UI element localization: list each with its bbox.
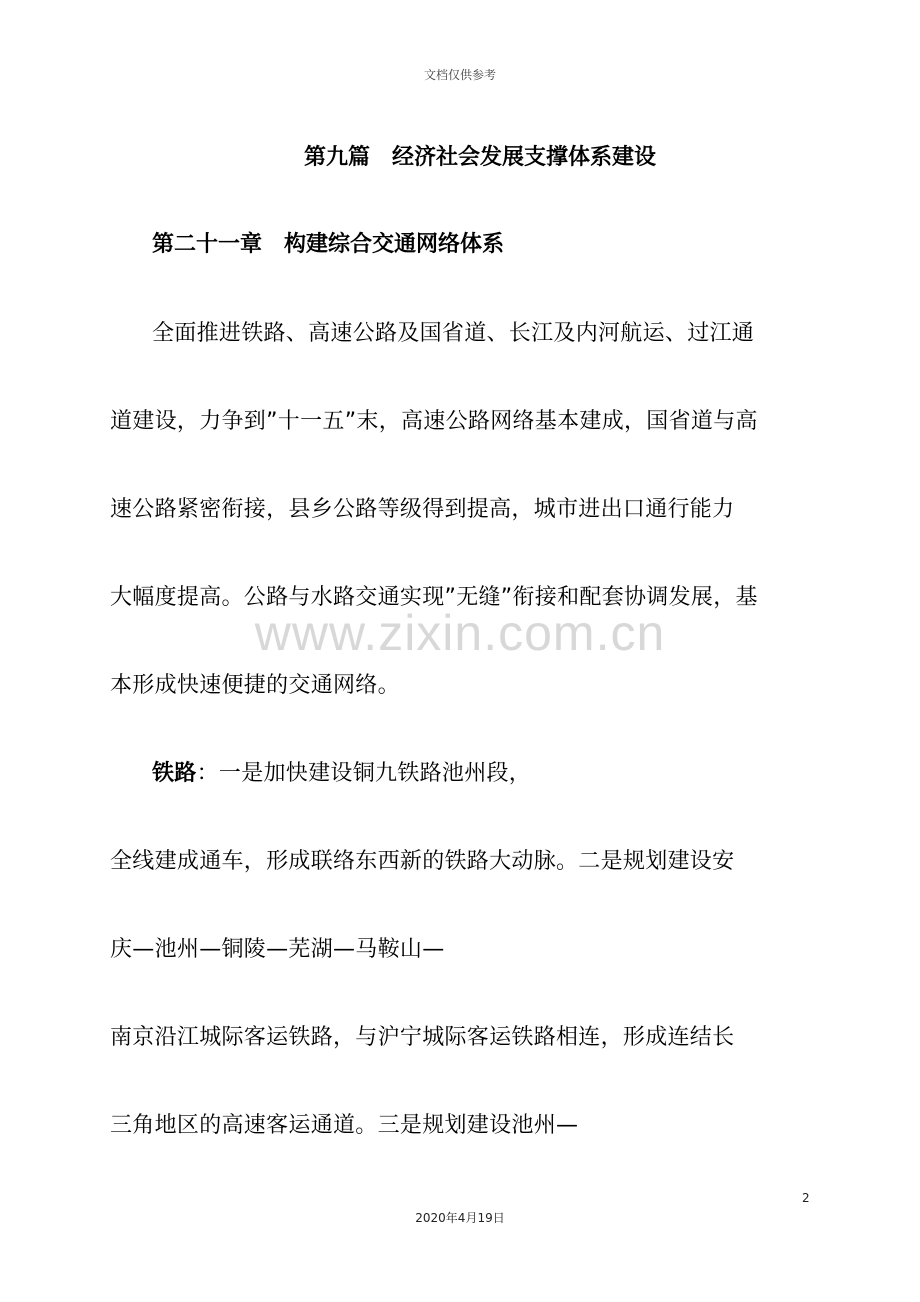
paragraph-line: [152, 756, 531, 787]
part-title: 第九篇 经济社会发展支撑体系建设: [303, 145, 656, 170]
railway-first-text: ：一是加快建设铜九铁路池州段，: [196, 761, 532, 786]
paragraph-line: 南京沿江城际客运铁路，与沪宁城际客运铁路相连，形成连结长: [110, 1025, 735, 1050]
watermark: www.zixin.com.cn: [254, 605, 666, 661]
footer-date: 2020年4月19日: [415, 1211, 505, 1225]
paragraph-line: 庆—池州—铜陵—芜湖—马鞍山—: [110, 937, 445, 962]
paragraph-line: 本形成快速便捷的交通网络。: [110, 673, 400, 698]
page-number: 2: [802, 1191, 810, 1205]
paragraph-line: 速公路紧密衔接，县乡公路等级得到提高，城市进出口通行能力: [110, 497, 735, 522]
paragraph-line: 道建设，力争到”十一五”末，高速公路网络基本建成，国省道与高: [110, 409, 758, 434]
chapter-title: 第二十一章 构建综合交通网络体系: [152, 232, 505, 257]
paragraph-line: 三角地区的高速客运通道。三是规划建设池州—: [110, 1113, 579, 1138]
paragraph-line: 大幅度提高。公路与水路交通实现”无缝”衔接和配套协调发展，基: [110, 585, 758, 610]
railway-lead: 铁路: [152, 761, 197, 786]
paragraph-line: 全线建成通车，形成联络东西新的铁路大动脉。二是规划建设安: [110, 849, 735, 874]
page-header: 文档仅供参考: [423, 68, 496, 82]
paragraph-line: 全面推进铁路、高速公路及国省道、长江及内河航运、过江通: [152, 321, 755, 346]
